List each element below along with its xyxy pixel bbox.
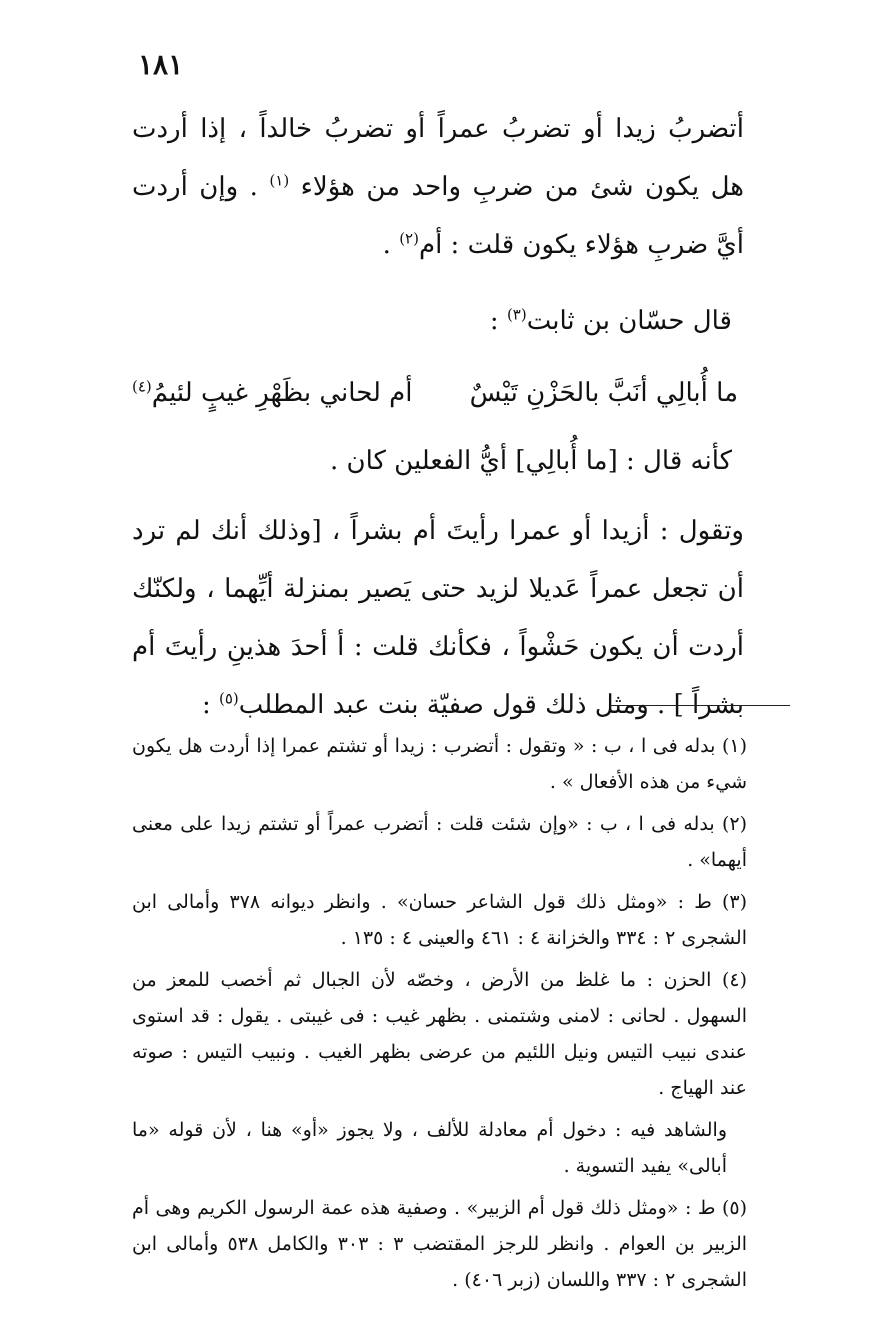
- paragraph-2: كأنه قال : [ما أُبالِي] أيُّ الفعلين كان .: [329, 446, 732, 476]
- verse-second-hemistich: [132, 364, 412, 422]
- footnote-ref-2: (٢): [399, 229, 419, 248]
- verse-intro-text: قال حسّان بن ثابت: [526, 306, 732, 336]
- footnote-3: (٣) ط : «ومثل ذلك قول الشاعر حسان» . وانظر ديوانه ٣٧٨ وأمالى ابن الشجرى ٢ : ٣٣٤ والخزانة ٤ : ٤٦١ والعينى ٤ : ١٣٥ .: [132, 891, 747, 949]
- footnote-5: (٥) ط : «ومثل ذلك قول أم الزبير» . وصفية هذه عمة الرسول الكريم وهى أم الزبير بن العوام . وانظر للرجز المقتضب ٣ : ٣٠٣ والكامل ٥٣٨ وأمالى ابن الشجرى ٢ : ٣٣٧ واللسان (زبر ٤٠٦) .: [132, 1197, 748, 1291]
- main-text: [132, 100, 744, 734]
- footnote-4-continuation: والشاهد فيه : دخول أم معادلة للألف ، ولا يجوز «أو» هنا ، لأن قوله «ما أبالى» يفيد التسوية .: [132, 1119, 727, 1177]
- footnotes: [132, 728, 747, 1304]
- footnote-ref-3: (٣): [506, 305, 527, 324]
- footnote-ref-1: (١): [269, 171, 290, 190]
- footnote-ref-4: (٤): [132, 377, 152, 396]
- verse-first-hemistich: ما أُبالِي أنَبَّ بالحَزْنِ تَيْسٌ: [469, 378, 738, 408]
- footnote-ref-5: (٥): [218, 689, 239, 708]
- paragraph-3: [132, 502, 744, 734]
- footnote-4: (٤) الحزن : ما غلظ من الأرض ، وخصّه لأن الجبال ثم أخصب للمعز من السهول . لحانى : لامنى وشتمنى . بظهر غيب : فى غيبتى . يقول : قد استوى عندى نبيب التيس ونيل اللئيم من عرضى بظهر الغيب . ونبيب التيس : صوته عند الهياج .: [132, 969, 747, 1099]
- paragraph-1-continuation: . وإن أردت أيَّ ضربِ هؤلاء يكون قلت : أم: [132, 172, 744, 260]
- paragraph-3-text: وتقول : أزيدا أو عمرا رأيتَ أم بشراً ، [وذلك أنك لم ترد أن تجعل عمراً عَديلا لزيد حتى يَصير بمنزلة أيِّهما ، ولكنّك أردت أن يكون حَشْواً ، فكأنك قلت : أ أحدَ هذينِ رأيتَ أم بشراً ] . ومثل ذلك قول صفيّة بنت عبد المطلب: [132, 516, 744, 720]
- verse-intro-end: :: [489, 306, 499, 336]
- footnote-divider: [610, 705, 790, 706]
- paragraph-1: [132, 100, 744, 274]
- paragraph-1-end: .: [382, 230, 391, 260]
- paragraph-1-text: أتضربُ زيدا أو تضربُ عمراً أو تضربُ خالداً ، إذا أردت هل يكون شئ من ضربِ واحد من هؤلاء: [132, 114, 744, 202]
- verse-line: [132, 364, 744, 422]
- verse-intro: [132, 292, 744, 350]
- paragraph-3-end: :: [201, 690, 211, 720]
- footnote-1: (١) بدله فى ا ، ب : « وتقول : أتضرب : زيدا أو تشتم عمرا إذا أردت هل يكون شيء من هذه الأفعال » .: [132, 735, 747, 793]
- verse-second-hemistich-text: أم لحاني بظَهْرِ غيبٍ لئيمُ: [151, 378, 413, 408]
- page-number: ١٨١: [138, 48, 184, 81]
- footnote-2: (٢) بدله فى ا ، ب : «وإن شئت قلت : أتضرب عمراً أو تشتم زيدا على معنى أيهما» .: [132, 813, 747, 871]
